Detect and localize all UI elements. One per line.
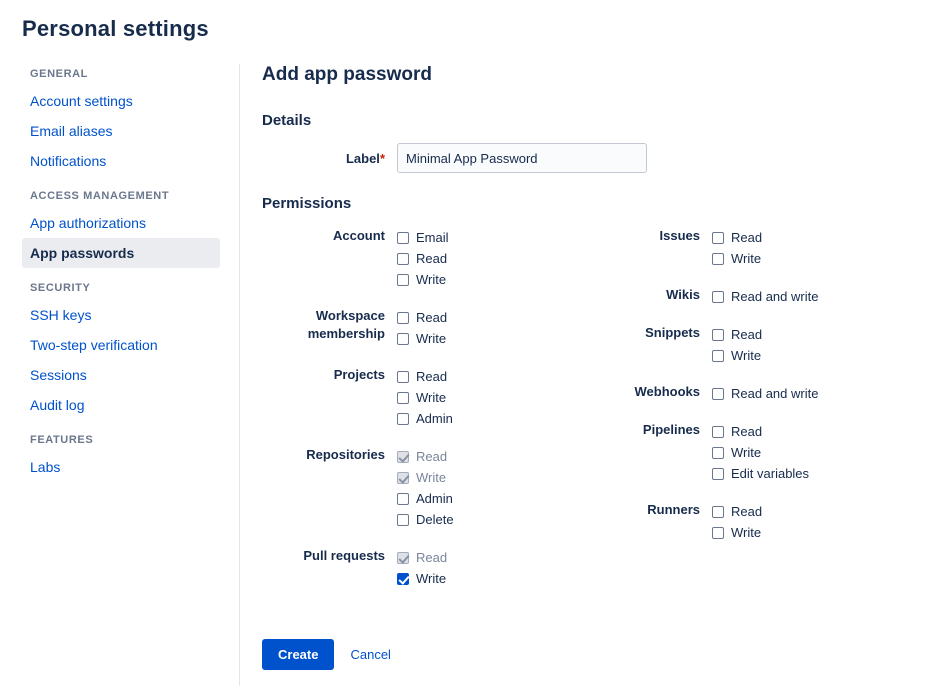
sidebar <box>0 64 240 686</box>
checkbox-label: Read <box>731 424 763 439</box>
checkbox-label: Write <box>731 348 762 363</box>
permission-row <box>397 488 454 509</box>
sidebar-item-two-step-verification[interactable]: Two-step verification <box>30 337 158 353</box>
sidebar-item-audit-log[interactable]: Audit log <box>30 397 85 413</box>
permission-row <box>712 324 762 345</box>
checkbox-label: Read <box>416 550 448 565</box>
permissions-column-right <box>562 226 852 605</box>
nav-group-title: ACCESS MANAGEMENT <box>30 190 170 202</box>
sidebar-item-account-settings[interactable]: Account settings <box>30 93 133 109</box>
permission-group <box>562 323 852 366</box>
checkbox-repositories-write <box>397 472 409 484</box>
checkbox-account-write[interactable] <box>397 274 409 286</box>
permission-group-label: Workspace membership <box>307 308 385 341</box>
label-field-row <box>262 143 912 173</box>
checkbox-label: Edit variables <box>731 466 810 481</box>
checkbox-runners-write[interactable] <box>712 527 724 539</box>
label-input[interactable] <box>397 143 647 173</box>
checkbox-label: Write <box>731 525 762 540</box>
permission-items <box>397 226 449 290</box>
checkbox-label: Admin <box>416 411 453 426</box>
create-button[interactable]: Create <box>262 639 334 670</box>
permission-row <box>397 568 447 589</box>
checkbox-repositories-admin[interactable] <box>397 493 409 505</box>
checkbox-account-email[interactable] <box>397 232 409 244</box>
permission-group-label: Projects <box>333 367 385 382</box>
nav-group-title: FEATURES <box>30 434 94 446</box>
checkbox-wikis-read-and-write[interactable] <box>712 291 724 303</box>
permission-group-label: Webhooks <box>634 384 700 399</box>
checkbox-label: Read <box>416 310 448 325</box>
checkbox-label: Read <box>416 449 448 464</box>
checkbox-repositories-read <box>397 451 409 463</box>
sidebar-item-notifications[interactable]: Notifications <box>30 153 107 169</box>
permission-row <box>397 509 454 530</box>
checkbox-issues-write[interactable] <box>712 253 724 265</box>
permissions-section <box>262 195 912 605</box>
permission-row <box>712 227 762 248</box>
permission-row <box>712 463 809 484</box>
permission-row <box>397 387 453 408</box>
checkbox-issues-read[interactable] <box>712 232 724 244</box>
checkbox-pipelines-read[interactable] <box>712 426 724 438</box>
main-content <box>240 64 936 686</box>
permission-row <box>712 442 809 463</box>
checkbox-snippets-read[interactable] <box>712 329 724 341</box>
permission-group <box>562 226 852 269</box>
checkbox-label: Read <box>731 327 763 342</box>
permission-row <box>397 328 447 349</box>
sidebar-item-labs[interactable]: Labs <box>30 459 61 475</box>
checkbox-label: Read <box>731 230 763 245</box>
required-marker: * <box>379 150 385 166</box>
page-title: Personal settings <box>22 16 209 41</box>
checkbox-label: Read <box>416 369 448 384</box>
permission-items <box>712 285 818 307</box>
sidebar-item-sessions[interactable]: Sessions <box>30 367 87 383</box>
sidebar-item-ssh-keys[interactable]: SSH keys <box>30 307 92 323</box>
permission-items <box>712 382 818 404</box>
sidebar-item-email-aliases[interactable]: Email aliases <box>30 123 113 139</box>
permission-group <box>262 445 562 530</box>
permission-items <box>712 226 762 269</box>
permission-group <box>262 226 562 290</box>
checkbox-label: Read <box>416 251 448 266</box>
section-title: Add app password <box>262 64 432 85</box>
details-heading: Details <box>262 112 312 129</box>
checkbox-workspace-membership-write[interactable] <box>397 333 409 345</box>
permission-row <box>397 227 449 248</box>
checkbox-projects-read[interactable] <box>397 371 409 383</box>
checkbox-snippets-write[interactable] <box>712 350 724 362</box>
checkbox-label: Write <box>731 251 762 266</box>
permission-row <box>712 383 818 404</box>
permission-row <box>397 408 453 429</box>
permission-items <box>397 306 447 349</box>
permission-row <box>712 345 762 366</box>
permission-group <box>562 285 852 307</box>
details-section <box>262 112 912 173</box>
permission-row <box>397 248 449 269</box>
checkbox-label: Write <box>416 390 447 405</box>
checkbox-workspace-membership-read[interactable] <box>397 312 409 324</box>
checkbox-label: Write <box>416 331 447 346</box>
checkbox-pull-requests-write[interactable] <box>397 573 409 585</box>
permissions-columns <box>262 226 912 605</box>
checkbox-projects-write[interactable] <box>397 392 409 404</box>
checkbox-label: Read <box>731 504 763 519</box>
checkbox-label: Admin <box>416 491 453 506</box>
permission-row <box>397 446 454 467</box>
permission-row <box>712 286 818 307</box>
permission-group-label: Pull requests <box>303 548 385 563</box>
permission-row <box>712 501 762 522</box>
settings-layout <box>0 64 936 686</box>
permission-items <box>712 323 762 366</box>
checkbox-runners-read[interactable] <box>712 506 724 518</box>
checkbox-webhooks-read-and-write[interactable] <box>712 388 724 400</box>
checkbox-label: Read and write <box>731 386 819 401</box>
permission-row <box>397 547 447 568</box>
label-text: Label <box>345 150 380 166</box>
checkbox-label: Email <box>416 230 449 245</box>
permission-group-label: Issues <box>659 228 700 243</box>
checkbox-label: Delete <box>416 512 454 527</box>
permission-row <box>397 467 454 488</box>
nav-group-title: SECURITY <box>30 282 91 294</box>
permission-items <box>397 365 453 429</box>
permission-row <box>712 522 762 543</box>
permission-group <box>262 546 562 589</box>
permission-group <box>562 382 852 404</box>
permissions-heading: Permissions <box>262 195 352 212</box>
checkbox-account-read[interactable] <box>397 253 409 265</box>
form-actions <box>262 639 912 670</box>
checkbox-repositories-delete[interactable] <box>397 514 409 526</box>
checkbox-pipelines-edit-variables[interactable] <box>712 468 724 480</box>
permission-group-label: Snippets <box>645 325 700 340</box>
checkbox-projects-admin[interactable] <box>397 413 409 425</box>
nav-group-title: GENERAL <box>30 68 88 80</box>
sidebar-item-app-passwords[interactable]: App passwords <box>22 238 220 268</box>
checkbox-label: Write <box>416 272 447 287</box>
permission-row <box>397 366 453 387</box>
permission-group-label: Repositories <box>306 447 385 462</box>
permission-group <box>562 500 852 543</box>
checkbox-label: Write <box>731 445 762 460</box>
permission-group <box>562 420 852 484</box>
permission-group-label: Runners <box>647 502 700 517</box>
permission-group-label: Pipelines <box>642 422 700 437</box>
label-field-label <box>262 151 397 166</box>
permission-group-label: Wikis <box>666 287 700 302</box>
permission-items <box>397 546 447 589</box>
checkbox-label: Write <box>416 571 447 586</box>
permission-row <box>397 269 449 290</box>
permission-items <box>712 420 809 484</box>
checkbox-label: Write <box>416 470 447 485</box>
sidebar-item-app-authorizations[interactable]: App authorizations <box>30 215 146 231</box>
cancel-link[interactable]: Cancel <box>350 647 391 662</box>
permission-group <box>262 306 562 349</box>
permission-row <box>397 307 447 328</box>
checkbox-label: Read and write <box>731 289 819 304</box>
checkbox-pull-requests-read <box>397 552 409 564</box>
permission-items <box>397 445 454 530</box>
permissions-column-left <box>262 226 562 605</box>
checkbox-pipelines-write[interactable] <box>712 447 724 459</box>
permission-items <box>712 500 762 543</box>
permission-group-label: Account <box>333 228 385 243</box>
permission-group <box>262 365 562 429</box>
permission-row <box>712 421 809 442</box>
permission-row <box>712 248 762 269</box>
